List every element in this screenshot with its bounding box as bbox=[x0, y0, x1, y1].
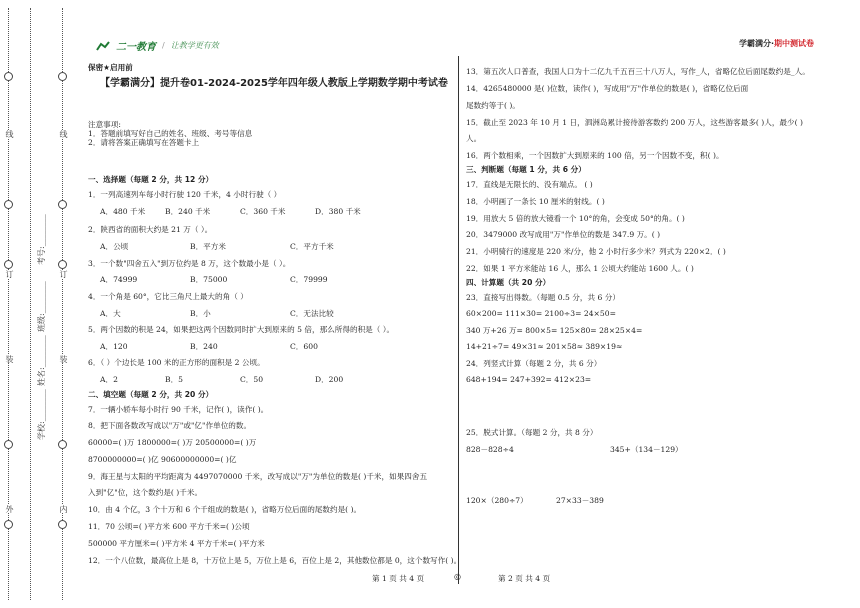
question-text: 22．如果 1 平方米能站 16 人，那么 1 公顷大约能站 1600 人。( ) bbox=[466, 264, 694, 273]
question-text: 16．两个数相乘，一个因数扩大到原来的 100 倍，另一个因数不变，积( )。 bbox=[466, 151, 724, 160]
question-text: 20．3479000 改写成用"万"作单位的数是 347.9 万。( ) bbox=[466, 230, 661, 239]
option: C．360 千米 bbox=[240, 207, 286, 216]
question-text: 24．列竖式计算（每题 2 分，共 6 分） bbox=[466, 359, 602, 368]
section-heading: 二、填空题（每题 2 分，共 20 分） bbox=[88, 390, 214, 399]
question-text: 8700000000=( )亿 90600000000=( )亿 bbox=[88, 455, 237, 464]
question-text: 8．把下面各数改写成以"万"或"亿"作单位的数。 bbox=[88, 421, 252, 430]
page-number-right: 第 2 页 共 4 页 bbox=[498, 574, 551, 583]
runner-icon bbox=[96, 41, 110, 51]
notes-item: 2．请将答案正确填写在答题卡上 bbox=[88, 138, 200, 148]
option: B．5 bbox=[165, 375, 184, 384]
option: C．600 bbox=[290, 342, 318, 351]
question-text: 12．一个八位数，最高位上是 8，十万位上是 5，万位上是 6，百位上是 2，其他数位都是 0，这个数写作( )。 bbox=[88, 556, 462, 565]
question-text: 18．小明画了一条长 10 厘米的射线。( ) bbox=[466, 197, 605, 206]
binding-label: 装 bbox=[59, 355, 68, 363]
binding-label: 线 bbox=[59, 130, 68, 138]
option: B．240 bbox=[190, 342, 218, 351]
question-text: 345+（134－129） bbox=[610, 445, 683, 454]
question-text: 120×（280÷7） bbox=[466, 496, 528, 505]
brand-name: 二一教育 bbox=[116, 42, 156, 53]
question-text: 828－828÷4 bbox=[466, 445, 514, 454]
question-text: 27×33－389 bbox=[556, 496, 604, 505]
option: B．240 千米 bbox=[165, 207, 211, 216]
class-field: 班级:________ bbox=[37, 281, 46, 332]
header-right: 学霸满分·期中测试卷 bbox=[738, 39, 814, 48]
option: A．2 bbox=[100, 375, 118, 384]
question-text: 648+194= 247+392= 412×23= bbox=[466, 375, 592, 384]
binding-label: 订 bbox=[59, 270, 68, 278]
column-divider bbox=[458, 56, 459, 584]
binding-hole bbox=[4, 520, 13, 529]
option: A．74999 bbox=[100, 275, 138, 284]
question-text: 60000=( )万 1800000=( )万 20500000=( )万 bbox=[88, 438, 257, 447]
question-text: 尾数约等于( )。 bbox=[466, 101, 520, 110]
option: A．大 bbox=[100, 309, 121, 318]
question-text: 19．用放大 5 倍的放大镜看一个 10°的角，会变成 50°的角。( ) bbox=[466, 214, 685, 223]
binding-label: 内 bbox=[59, 505, 68, 513]
option: C．50 bbox=[240, 375, 264, 384]
notes-item: 1．答题前填写好自己的姓名、班级、考号等信息 bbox=[88, 129, 253, 139]
section-heading: 一、选择题（每题 2 分，共 12 分） bbox=[88, 175, 214, 184]
middle-dotted-line bbox=[30, 8, 31, 600]
question-text: 5．两个因数的积是 24，如果把这两个因数同时扩大到原来的 5 倍，那么所得的积是（ ）。 bbox=[88, 325, 395, 334]
binding-hole bbox=[4, 200, 13, 209]
binding-label: 线 bbox=[5, 130, 14, 138]
notes-heading: 注意事项: bbox=[88, 120, 121, 129]
option: B．小 bbox=[190, 309, 211, 318]
option: A．120 bbox=[100, 342, 128, 351]
question-text: 21．小明骑行的速度是 220 米/分，他 2 小时行多少米？列式为 220×2．( ) bbox=[466, 247, 726, 256]
question-text: 11．70 公顷=( )平方米 600 平方千米=( )公顷 bbox=[88, 522, 250, 531]
school-field: 学校:________ bbox=[37, 389, 46, 440]
question-text: 7．一辆小轿车每小时行 90 千米，记作( )，读作( )。 bbox=[88, 405, 269, 414]
question-text: 25．脱式计算。（每题 2 分，共 8 分） bbox=[466, 428, 598, 437]
option: B．75000 bbox=[190, 275, 228, 284]
section-heading: 四、计算题（共 20 分） bbox=[466, 278, 551, 287]
binding-hole bbox=[58, 440, 67, 449]
question-text: 340 万+26 万= 800×5= 125×80= 28×25×4= bbox=[466, 326, 643, 335]
binding-margin bbox=[0, 0, 72, 608]
option: D．200 bbox=[315, 375, 344, 384]
question-text: 10．由 4 个亿，3 个十万和 6 个千组成的数是( )，省略万位后面的尾数约是( )。 bbox=[88, 505, 362, 514]
option: B．平方米 bbox=[190, 242, 226, 251]
exam-number-field: 考号:________ bbox=[37, 214, 46, 265]
question-text: 13．第五次人口普查，我国人口为十二亿九千五百三十八万人，写作_人，省略亿位后面尾数约是_人。 bbox=[466, 67, 810, 76]
question-text: 14+21÷7= 49×31≈ 201×58≈ 389×19≈ bbox=[466, 342, 623, 351]
binding-label: 装 bbox=[5, 355, 14, 363]
question-text: 4．一个角是 60°，它比三角尺上最大的角（ ） bbox=[88, 292, 248, 301]
question-text: 17．直线是无限长的、没有端点。 ( ) bbox=[466, 180, 593, 189]
question-text: 3．一个数"四舍五入"到万位约是 8 万，这个数最小是（ ）。 bbox=[88, 259, 291, 268]
question-text: 人。 bbox=[466, 134, 482, 143]
question-text: 14．4265480000 是( )位数，读作( )，写成用"万"作单位的数是( )，省略亿位后面 bbox=[466, 84, 749, 93]
question-text: 15．截止至 2023 年 10 月 1 日，泗洲岛累计接待游客数约 200 万人，这些游客最多( )人，最少( ) bbox=[466, 118, 803, 127]
question-text: 60×200= 111×30= 2100÷3= 24×50= bbox=[466, 309, 616, 318]
binding-hole bbox=[4, 72, 13, 81]
notes bbox=[88, 120, 252, 147]
option: A．公顷 bbox=[100, 242, 129, 251]
binding-label: 订 bbox=[5, 270, 14, 278]
header-logo: 二一教育 / 让教学更有效 bbox=[96, 38, 219, 53]
binding-hole bbox=[58, 200, 67, 209]
binding-hole bbox=[4, 260, 13, 269]
binding-hole bbox=[58, 260, 67, 269]
question-text: 6．（ ）个边长是 100 米的正方形的面积是 2 公顷。 bbox=[88, 358, 265, 367]
option: C．平方千米 bbox=[290, 242, 334, 251]
page-title: 【学霸满分】提升卷01-2024-2025学年四年级人教版上学期数学期中考试卷 bbox=[100, 78, 448, 89]
binding-hole bbox=[4, 440, 13, 449]
name-field: 姓名:________ bbox=[37, 335, 46, 386]
option: A．480 千米 bbox=[100, 207, 146, 216]
binding-label: 外 bbox=[5, 505, 14, 513]
option: D．380 千米 bbox=[315, 207, 361, 216]
binding-hole bbox=[58, 72, 67, 81]
brand-slogan: 让教学更有效 bbox=[170, 41, 219, 50]
page-number-left: 第 1 页 共 4 页 bbox=[372, 574, 425, 583]
secret-label: 保密★启用前 bbox=[88, 63, 133, 72]
question-text: 1．一列高速列车每小时行驶 120 千米，4 小时行驶（ ） bbox=[88, 190, 282, 199]
option: C．无法比较 bbox=[290, 309, 334, 318]
option: C．79999 bbox=[290, 275, 328, 284]
question-text: 入到"亿"位，这个数约是( )千米。 bbox=[88, 488, 203, 497]
question-text: 500000 平方厘米=( )平方米 4 平方千米=( )平方米 bbox=[88, 539, 265, 548]
question-text: 2．陕西省的面积大约是 21 万（ ）。 bbox=[88, 225, 213, 234]
section-heading: 三、判断题（每题 1 分，共 6 分） bbox=[466, 165, 586, 174]
binding-hole bbox=[58, 520, 67, 529]
center-mark-icon: ◎ bbox=[454, 572, 461, 581]
question-text: 23．直接写出得数。（每题 0.5 分，共 6 分） bbox=[466, 293, 620, 302]
question-text: 9．海王星与太阳的平均距离为 4497070000 千米，改写成以"万"为单位的数是( )千米，如果四舍五 bbox=[88, 472, 428, 481]
